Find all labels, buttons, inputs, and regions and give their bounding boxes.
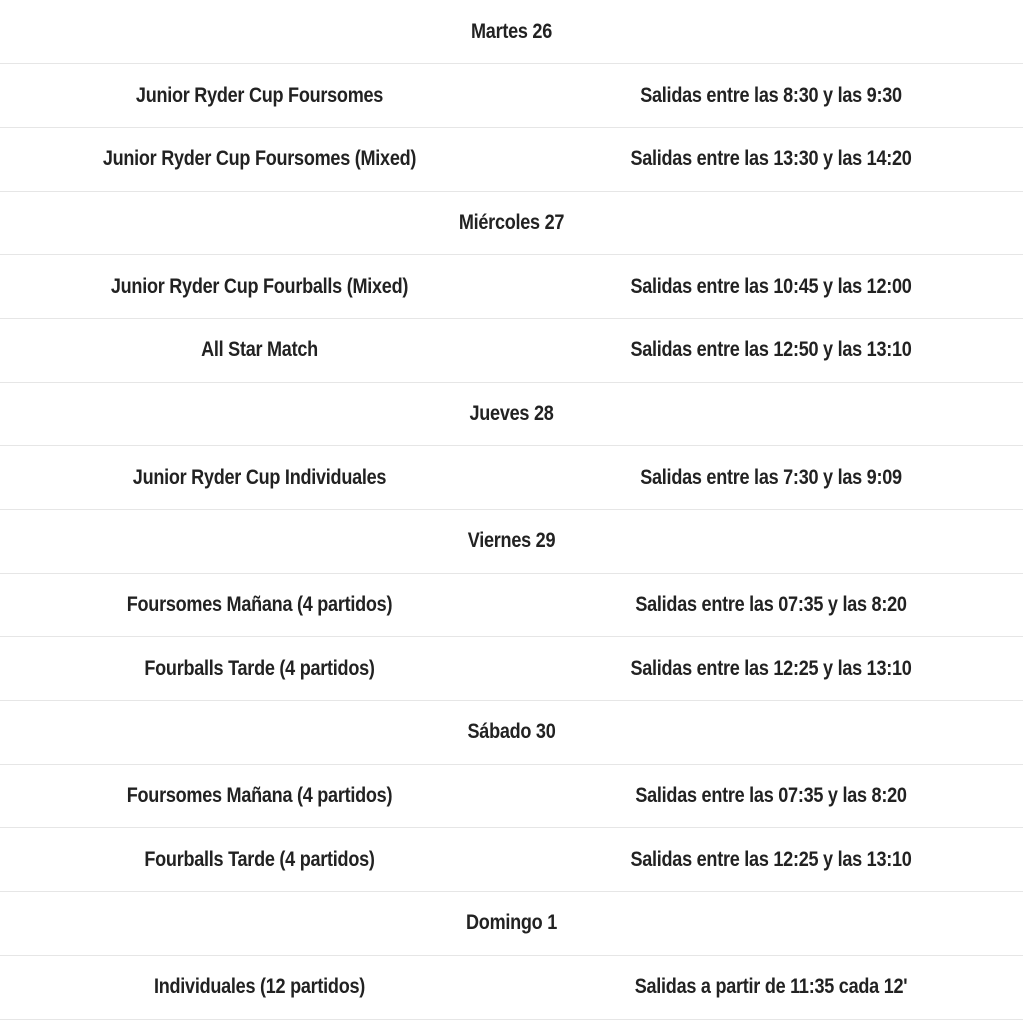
day-heading: Viernes 29 (72, 510, 952, 574)
day-row (0, 701, 1023, 765)
event-time: Salidas a partir de 11:35 cada 12' (554, 955, 987, 1019)
event-time: Salidas entre las 12:50 y las 13:10 (554, 318, 987, 382)
day-row (0, 0, 1023, 64)
event-time: Salidas entre las 07:35 y las 8:20 (554, 573, 987, 637)
table-row (0, 318, 1023, 382)
event-name: Junior Ryder Cup Foursomes (Mixed) (36, 127, 482, 191)
event-name: Fourballs Tarde (4 partidos) (36, 637, 482, 701)
table-row (0, 255, 1023, 319)
event-time: Salidas entre las 12:25 y las 13:10 (554, 828, 987, 892)
day-heading: Martes 26 (72, 0, 952, 64)
event-time: Salidas entre las 07:35 y las 8:20 (554, 764, 987, 828)
table-row (0, 127, 1023, 191)
event-name: Individuales (12 partidos) (36, 955, 482, 1019)
table-row (0, 573, 1023, 637)
table-row (0, 828, 1023, 892)
event-name: Junior Ryder Cup Foursomes (36, 64, 482, 128)
table-row (0, 64, 1023, 128)
table-row (0, 955, 1023, 1019)
table-row (0, 446, 1023, 510)
event-time: Salidas entre las 12:25 y las 13:10 (554, 637, 987, 701)
event-time: Salidas entre las 13:30 y las 14:20 (554, 127, 987, 191)
event-name: Foursomes Mañana (4 partidos) (36, 573, 482, 637)
day-row (0, 191, 1023, 255)
day-row (0, 382, 1023, 446)
event-name: Junior Ryder Cup Fourballs (Mixed) (36, 255, 482, 319)
day-row (0, 892, 1023, 956)
event-time: Salidas entre las 8:30 y las 9:30 (554, 64, 987, 128)
event-name: Foursomes Mañana (4 partidos) (36, 764, 482, 828)
table-row (0, 764, 1023, 828)
table-row (0, 637, 1023, 701)
event-name: Fourballs Tarde (4 partidos) (36, 828, 482, 892)
event-name: All Star Match (36, 318, 482, 382)
day-heading: Miércoles 27 (72, 191, 952, 255)
day-heading: Domingo 1 (72, 892, 952, 956)
event-time: Salidas entre las 7:30 y las 9:09 (554, 446, 987, 510)
event-name: Junior Ryder Cup Individuales (36, 446, 482, 510)
event-time: Salidas entre las 10:45 y las 12:00 (554, 255, 987, 319)
day-heading: Sábado 30 (72, 701, 952, 765)
day-heading: Jueves 28 (72, 382, 952, 446)
day-row (0, 510, 1023, 574)
